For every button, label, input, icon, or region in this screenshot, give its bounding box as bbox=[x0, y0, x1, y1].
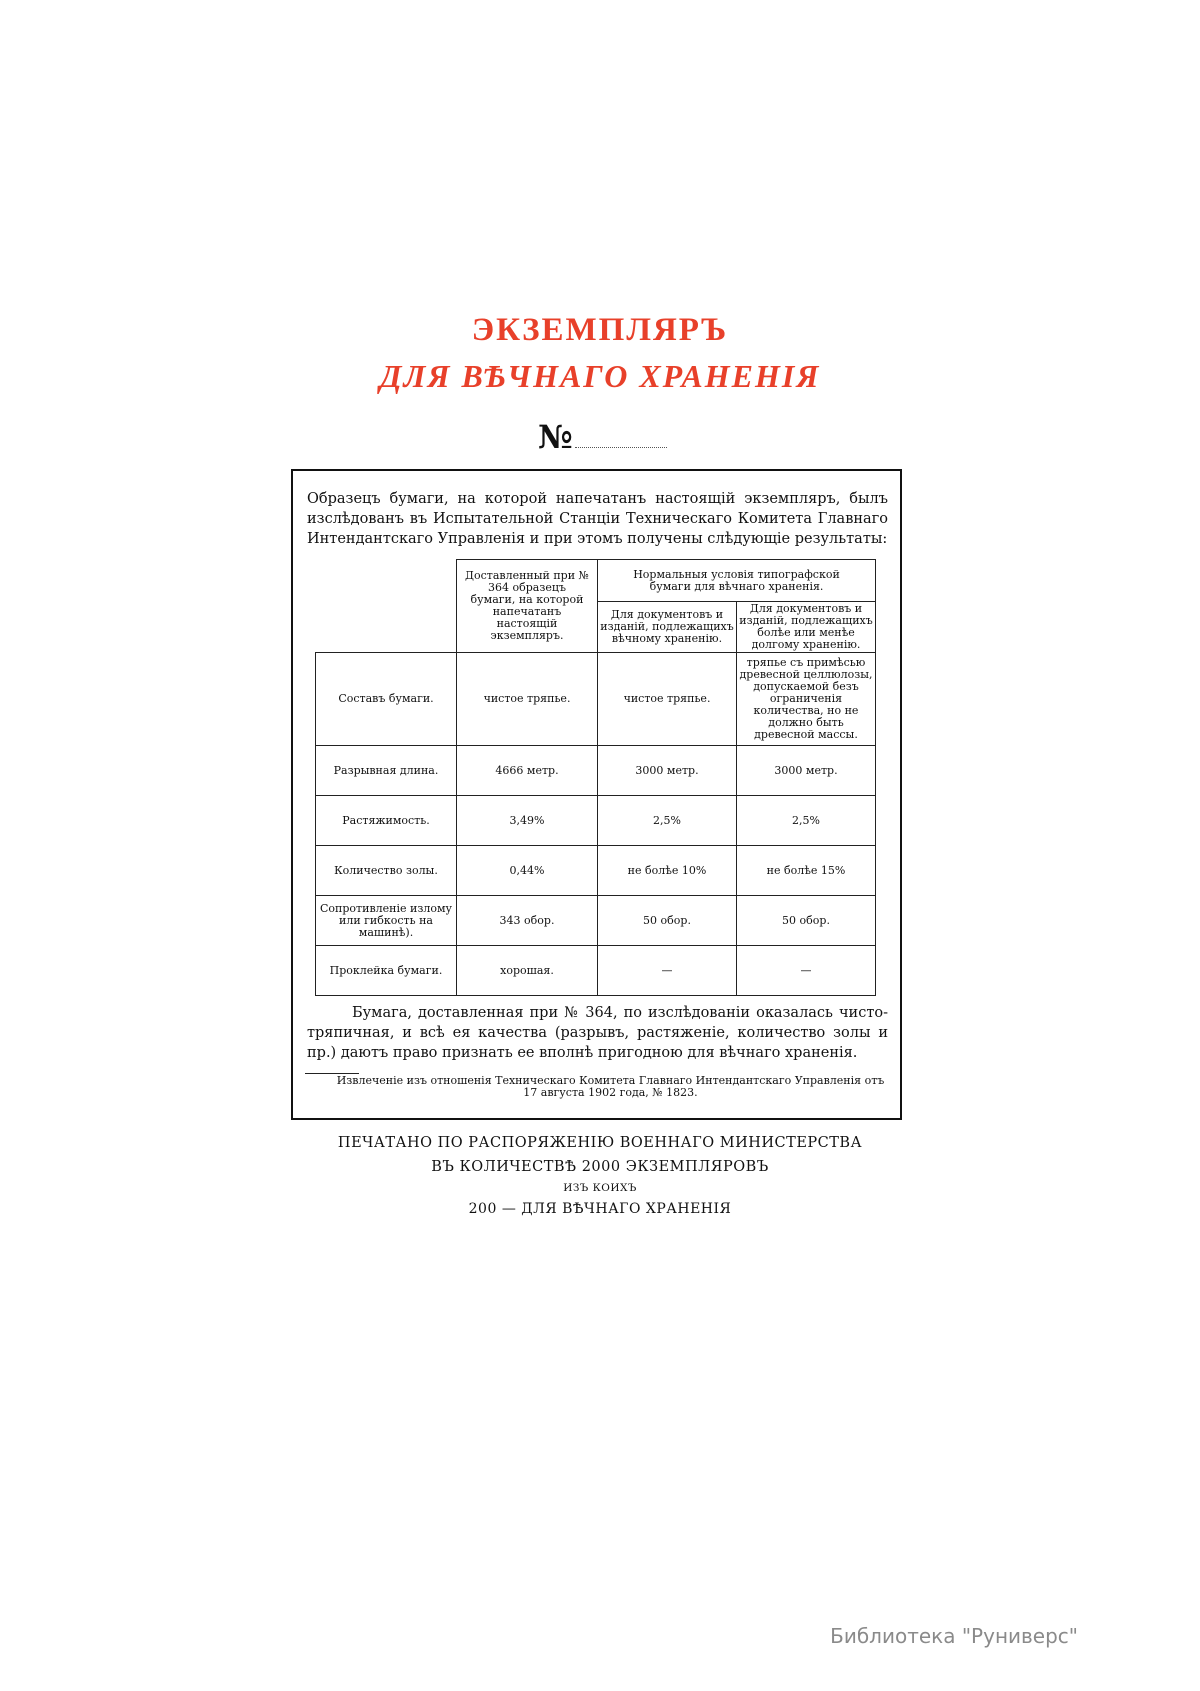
certificate-frame bbox=[291, 469, 902, 1120]
certificate-conclusion: Бумага, доставленная при № 364, по изслѣдованіи оказалась чисто-тряпичная, и всѣ ея качества (разрывъ, растяженіе, количество золы и пр.) даютъ право признать ее вполнѣ пригодною для вѣчнаго храненія. bbox=[307, 1005, 888, 1061]
number-sign: № bbox=[538, 418, 573, 456]
cell-delivered: 0,44% bbox=[457, 846, 598, 896]
row-label: Растяжимость. bbox=[316, 796, 457, 846]
copy-number-blank bbox=[575, 446, 667, 448]
table-row bbox=[316, 653, 876, 746]
header-eternal-storage: Для документовъ и изданій, подлежащихъ вѣчному храненію. bbox=[598, 602, 737, 653]
results-table bbox=[315, 559, 876, 996]
row-label: Количество золы. bbox=[316, 846, 457, 896]
table-row bbox=[316, 796, 876, 846]
row-label: Разрывная длина. bbox=[316, 746, 457, 796]
cell-delivered: хорошая. bbox=[457, 946, 598, 996]
table-row bbox=[316, 946, 876, 996]
table-row bbox=[316, 896, 876, 946]
header-long-storage: Для документовъ и изданій, подлежащихъ болѣе или менѣе долгому храненію. bbox=[737, 602, 876, 653]
row-label: Составъ бумаги. bbox=[316, 653, 457, 746]
table-row bbox=[316, 846, 876, 896]
cell-eternal: 2,5% bbox=[598, 796, 737, 846]
cell-eternal: чистое тряпье. bbox=[598, 653, 737, 746]
library-watermark: Библиотека "Руниверс" bbox=[830, 1624, 1078, 1648]
imprint-line-1: ПЕЧАТАНО ПО РАСПОРЯЖЕНІЮ ВОЕННАГО МИНИСТЕРСТВА bbox=[337, 1135, 863, 1151]
row-label: Сопротивленіе излому или гибкость на машинѣ). bbox=[316, 896, 457, 946]
row-label: Проклейка бумаги. bbox=[316, 946, 457, 996]
cell-other: — bbox=[737, 946, 876, 996]
cell-other: не болѣе 15% bbox=[737, 846, 876, 896]
cell-eternal: 50 обор. bbox=[598, 896, 737, 946]
certificate-intro: Образецъ бумаги, на которой напечатанъ настоящій экземпляръ, былъ изслѣдованъ въ Испытательной Станціи Техническаго Комитета Главнаго Интендантскаго Управленія и при этомъ получены слѣдующіе результаты: bbox=[307, 491, 888, 547]
cell-other: 3000 метр. bbox=[737, 746, 876, 796]
cell-delivered: 343 обор. bbox=[457, 896, 598, 946]
cell-other: 50 обор. bbox=[737, 896, 876, 946]
cell-eternal: — bbox=[598, 946, 737, 996]
imprint-line-3: ИЗЪ КОИХЪ bbox=[563, 1182, 637, 1194]
header-delivered: Доставленный при № 364 образецъ бумаги, на которой напечатанъ настоящій экземпляръ. bbox=[457, 560, 598, 653]
imprint-line-4: 200 — ДЛЯ ВѢЧНАГО ХРАНЕНІЯ bbox=[468, 1201, 732, 1217]
table-corner bbox=[316, 560, 457, 653]
cell-other: 2,5% bbox=[737, 796, 876, 846]
imprint-line-2: ВЪ КОЛИЧЕСТВѢ 2000 ЭКЗЕМПЛЯРОВЪ bbox=[431, 1159, 769, 1175]
title-line-2: ДЛЯ ВѢЧНАГО ХРАНЕНІЯ bbox=[379, 358, 821, 394]
cell-delivered: 3,49% bbox=[457, 796, 598, 846]
header-normal-conditions: Нормальныя условія типографской бумаги для вѣчнаго храненія. bbox=[598, 560, 876, 602]
cell-delivered: 4666 метр. bbox=[457, 746, 598, 796]
cell-delivered: чистое тряпье. bbox=[457, 653, 598, 746]
certificate-source: Извлеченіе изъ отношенія Техническаго Комитета Главнаго Интендантскаго Управленія отъ 17 августа 1902 года, № 1823. bbox=[336, 1074, 885, 1099]
title-line-1: ЭКЗЕМПЛЯРЪ bbox=[471, 312, 729, 348]
table-row bbox=[316, 746, 876, 796]
cell-eternal: 3000 метр. bbox=[598, 746, 737, 796]
cell-eternal: не болѣе 10% bbox=[598, 846, 737, 896]
copy-number-field bbox=[538, 418, 667, 456]
cell-other: тряпье съ примѣсью древесной целлюлозы, допускаемой безъ ограниченія количества, но не должно быть древесной массы. bbox=[737, 653, 876, 746]
